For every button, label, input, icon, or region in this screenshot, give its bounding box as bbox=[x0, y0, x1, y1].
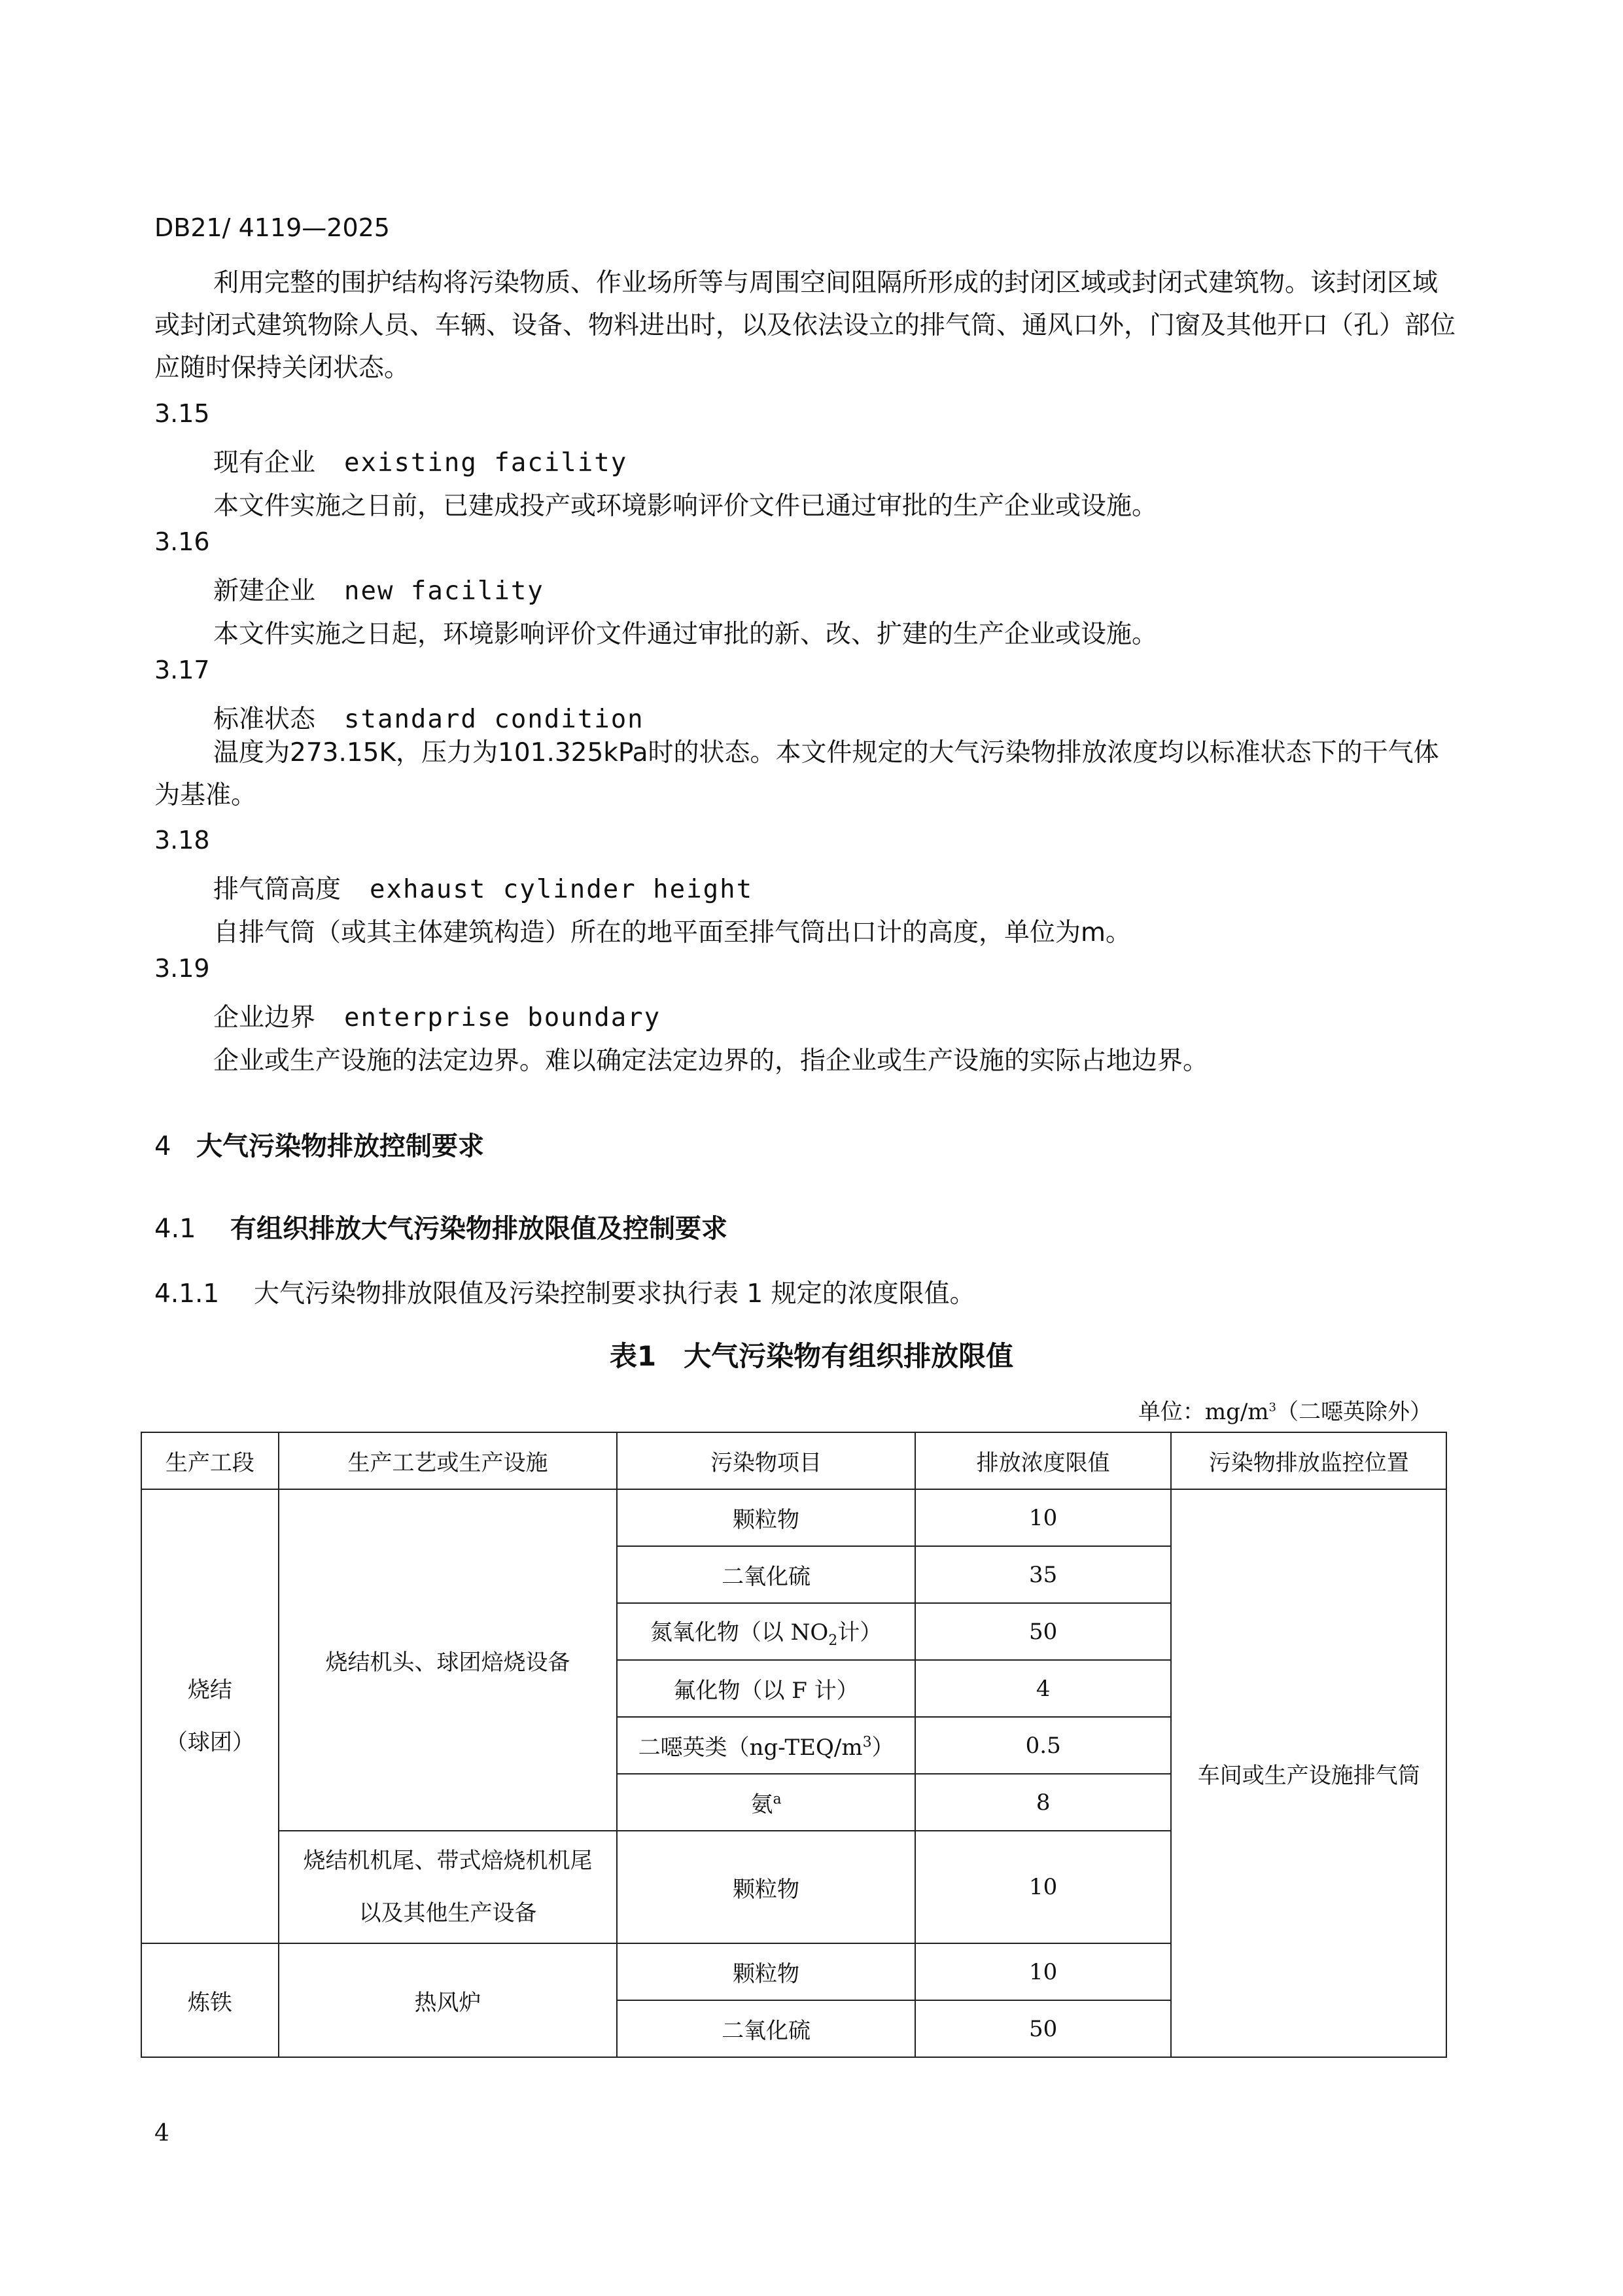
definition-text: 温度为273.15K，压力为101.325kPa时的状态。本文件规定的大气污染物排放浓度均以标准状态下的干气体为基准。 bbox=[154, 738, 1439, 810]
limit-cell: 10 bbox=[915, 1831, 1172, 1943]
definition-text: 本文件实施之日起，环境影响评价文件通过审批的新、改、扩建的生产企业或设施。 bbox=[213, 620, 1158, 649]
section-title: 大气污染物排放控制要求 bbox=[196, 1131, 484, 1161]
limit-cell: 35 bbox=[915, 1546, 1172, 1603]
process-cell: 烧结机头、球团焙烧设备 bbox=[279, 1489, 617, 1831]
term-en: standard condition bbox=[344, 705, 644, 734]
pollutant-cell: 二噁英类$(ng-TEQ/m^3)$ bbox=[617, 1717, 915, 1774]
monitor-cell: 车间或生产设施排气筒 bbox=[1171, 1489, 1446, 2057]
definition-text: 自排气筒（或其主体建筑构造）所在的地平面至排气筒出口计的高度，单位为m。 bbox=[213, 918, 1131, 947]
column-header: 排放浓度限值 bbox=[915, 1432, 1172, 1489]
table-row bbox=[141, 1489, 1446, 1546]
limit-cell: 10 bbox=[915, 1489, 1172, 1546]
pollutant-cell: 二氧化硫 bbox=[617, 2000, 915, 2057]
limit-cell: 4 bbox=[915, 1660, 1172, 1717]
table-header-row bbox=[141, 1432, 1446, 1489]
column-header: 污染物排放监控位置 bbox=[1171, 1432, 1446, 1489]
column-header: 生产工段 bbox=[141, 1432, 279, 1489]
process-cell: 热风炉 bbox=[279, 1943, 617, 2057]
term-en: exhaust cylinder height bbox=[370, 875, 754, 904]
footnote-marker: a bbox=[773, 1791, 782, 1808]
intro-paragraph: 利用完整的围护结构将污染物质、作业场所等与周围空间阻隔所形成的封闭区域或封闭式建筑物。该封闭区域或封闭式建筑物除人员、车辆、设备、物料进出时，以及依法设立的排气筒、通风口外，门窗及其他开口（孔）部位应随时保持关闭状态。 bbox=[154, 268, 1456, 383]
definition-number: 3.16 bbox=[154, 527, 210, 556]
subsection-heading bbox=[154, 1208, 727, 1245]
definition-number: 3.15 bbox=[154, 399, 210, 428]
document-code: DB21/ 4119—2025 bbox=[154, 213, 390, 242]
term-en: new facility bbox=[344, 576, 544, 606]
term-cn: 企业边界 bbox=[213, 1003, 316, 1033]
table-unit: 单位：$mg/m^3$（二噁英除外） bbox=[1138, 1399, 1432, 1425]
section-heading bbox=[154, 1125, 484, 1163]
limit-cell: 50 bbox=[915, 2000, 1172, 2057]
pollutant-cell: 二氧化硫 bbox=[617, 1546, 915, 1603]
clause-4-1-1 bbox=[154, 1273, 975, 1310]
definition-number: 3.18 bbox=[154, 826, 210, 855]
pollutant-cell: 氟化物（以 F 计） bbox=[617, 1660, 915, 1717]
stage-cell: 烧结 （球团） bbox=[141, 1489, 279, 1943]
limit-cell: 0.5 bbox=[915, 1717, 1172, 1774]
pollutant-cell: 颗粒物 bbox=[617, 1831, 915, 1943]
definition-number: 3.19 bbox=[154, 954, 210, 983]
definition-term bbox=[213, 571, 544, 607]
pollutant-cell: 颗粒物 bbox=[617, 1489, 915, 1546]
term-cn: 排气筒高度 bbox=[213, 875, 341, 904]
stage-cell: 炼铁 bbox=[141, 1943, 279, 2057]
process-cell: 烧结机机尾、带式焙烧机机尾 以及其他生产设备 bbox=[279, 1831, 617, 1943]
definition-term bbox=[213, 699, 644, 735]
subsection-number: 4.1 bbox=[154, 1214, 196, 1244]
definition-number: 3.17 bbox=[154, 656, 210, 684]
clause-number: 4.1.1 bbox=[154, 1279, 220, 1309]
limit-cell: 8 bbox=[915, 1774, 1172, 1831]
subsection-title: 有组织排放大气污染物排放限值及控制要求 bbox=[230, 1214, 727, 1244]
column-header: 生产工艺或生产设施 bbox=[279, 1432, 617, 1489]
term-en: enterprise boundary bbox=[344, 1003, 661, 1033]
clause-text: 大气污染物排放限值及污染控制要求执行表 1 规定的浓度限值。 bbox=[254, 1279, 975, 1309]
emission-limits-table bbox=[141, 1432, 1447, 2058]
page-number: 4 bbox=[154, 2120, 169, 2147]
pollutant-cell: 氨$^a$ bbox=[617, 1774, 915, 1831]
table-caption: 表1 大气污染物有组织排放限值 bbox=[609, 1340, 1014, 1372]
term-en: existing facility bbox=[344, 448, 628, 478]
pollutant-cell: 颗粒物 bbox=[617, 1943, 915, 2000]
term-cn: 标准状态 bbox=[213, 705, 316, 734]
definition-term bbox=[213, 869, 753, 906]
term-cn: 新建企业 bbox=[213, 576, 316, 606]
definition-text: 本文件实施之日前，已建成投产或环境影响评价文件已通过审批的生产企业或设施。 bbox=[213, 491, 1158, 521]
term-cn: 现有企业 bbox=[213, 448, 316, 478]
column-header: 污染物项目 bbox=[617, 1432, 915, 1489]
limit-cell: 10 bbox=[915, 1943, 1172, 2000]
definition-term bbox=[213, 997, 661, 1034]
limit-cell: 50 bbox=[915, 1603, 1172, 1660]
definition-text: 企业或生产设施的法定边界。难以确定法定边界的，指企业或生产设施的实际占地边界。 bbox=[213, 1046, 1209, 1076]
pollutant-cell: 氮氧化物（以 $NO_2$计） bbox=[617, 1603, 915, 1660]
definition-term bbox=[213, 442, 627, 479]
section-number: 4 bbox=[154, 1131, 171, 1161]
